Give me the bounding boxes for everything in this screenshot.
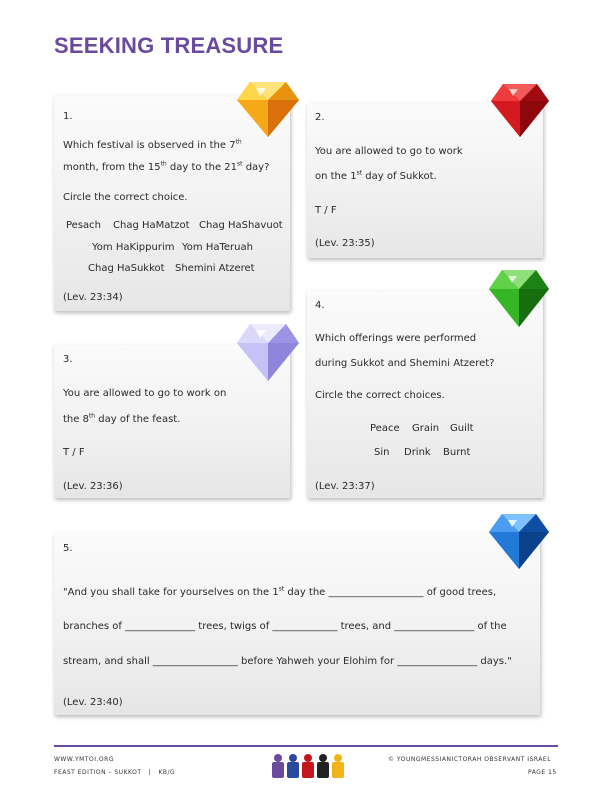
fill-in-text[interactable]: branches of ______________ trees, twigs of _____________ trees, and ________________ of the bbox=[63, 621, 507, 632]
question-card-5 bbox=[54, 533, 540, 715]
question-text: Which offerings were performed bbox=[315, 333, 477, 344]
choice-option[interactable]: Yom HaTeruah bbox=[182, 242, 253, 253]
footer-divider bbox=[54, 745, 558, 747]
fill-in-text[interactable]: stream, and shall _________________ before Yahweh your Elohim for ________________ days." bbox=[63, 656, 512, 667]
true-false-answer[interactable]: T / F bbox=[63, 447, 85, 458]
scripture-reference: (Lev. 23:35) bbox=[315, 238, 375, 249]
choice-option[interactable]: Burnt bbox=[443, 447, 471, 458]
scripture-reference: (Lev. 23:36) bbox=[63, 481, 123, 492]
choice-option[interactable]: Grain bbox=[412, 423, 440, 434]
blue-gem-icon bbox=[488, 512, 550, 570]
question-text: on the 1st day of Sukkot. bbox=[315, 169, 437, 182]
choice-option[interactable]: Shemini Atzeret bbox=[175, 263, 255, 274]
scripture-reference: (Lev. 23:34) bbox=[63, 292, 123, 303]
yellow-gem-icon bbox=[236, 80, 300, 138]
question-number: 4. bbox=[315, 300, 325, 311]
choice-option[interactable]: Chag HaShavuot bbox=[199, 220, 283, 231]
question-number: 5. bbox=[63, 543, 73, 554]
footer-copyright: © YOUNGMESSIANICTORAH OBSERVANT ISRAEL bbox=[388, 756, 552, 763]
true-false-answer[interactable]: T / F bbox=[315, 205, 337, 216]
choice-option[interactable]: Pesach bbox=[66, 220, 101, 231]
question-text: You are allowed to go to work bbox=[315, 146, 463, 157]
choice-option[interactable]: Guilt bbox=[450, 423, 474, 434]
question-text: the 8th day of the feast. bbox=[63, 412, 181, 425]
people-logo-icon bbox=[270, 752, 350, 780]
question-text: Which festival is observed in the 7th bbox=[63, 138, 242, 151]
instruction-text: Circle the correct choice. bbox=[63, 192, 188, 203]
footer-page-number: PAGE 15 bbox=[528, 769, 557, 776]
scripture-reference: (Lev. 23:40) bbox=[63, 697, 123, 708]
choice-option[interactable]: Chag HaMatzot bbox=[113, 220, 190, 231]
page-title: SEEKING TREASURE bbox=[54, 33, 284, 58]
question-number: 2. bbox=[315, 112, 325, 123]
red-gem-icon bbox=[490, 82, 550, 138]
question-text: during Sukkot and Shemini Atzeret? bbox=[315, 358, 495, 369]
question-number: 1. bbox=[63, 111, 73, 122]
choice-option[interactable]: Drink bbox=[404, 447, 431, 458]
footer-edition: FEAST EDITION – SUKKOT | KB/G bbox=[54, 769, 176, 776]
footer-website: WWW.YMTOI.ORG bbox=[54, 756, 114, 763]
instruction-text: Circle the correct choices. bbox=[315, 390, 445, 401]
question-text: You are allowed to go to work on bbox=[63, 388, 227, 399]
lavender-gem-icon bbox=[236, 322, 300, 382]
choice-option[interactable]: Sin bbox=[374, 447, 390, 458]
question-text: month, from the 15th day to the 21st day? bbox=[63, 160, 270, 173]
fill-in-text[interactable]: "And you shall take for yourselves on the 1st day the ___________________ of good trees, bbox=[63, 585, 497, 598]
choice-option[interactable]: Peace bbox=[370, 423, 400, 434]
question-number: 3. bbox=[63, 354, 73, 365]
green-gem-icon bbox=[488, 268, 550, 328]
scripture-reference: (Lev. 23:37) bbox=[315, 481, 375, 492]
choice-option[interactable]: Chag HaSukkot bbox=[88, 263, 165, 274]
choice-option[interactable]: Yom HaKippurim bbox=[92, 242, 175, 253]
